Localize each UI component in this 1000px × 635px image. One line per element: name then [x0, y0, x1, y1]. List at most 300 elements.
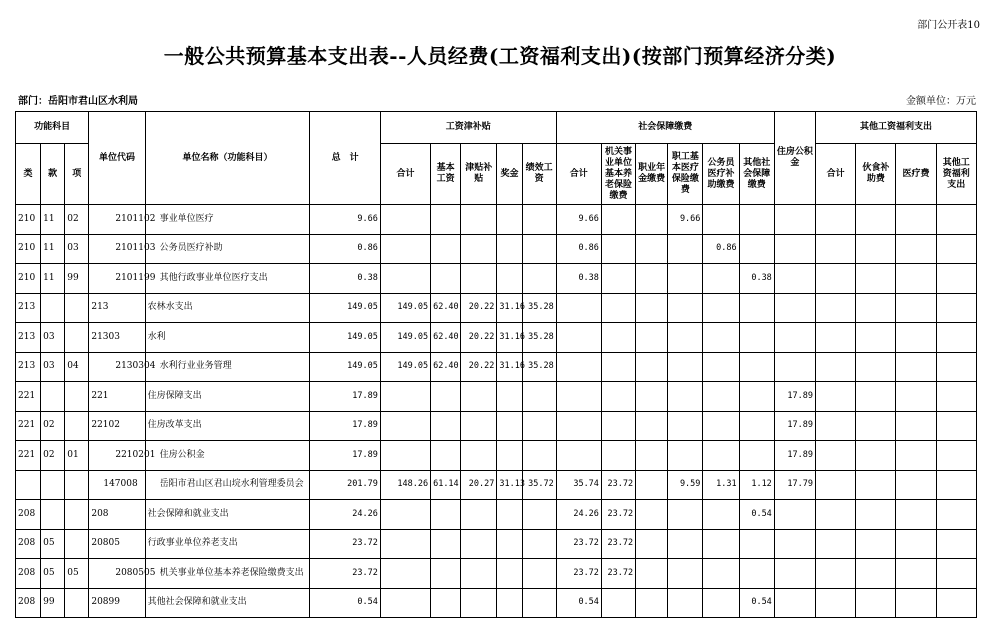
kuan-cell: 05 [41, 529, 65, 559]
unit-name-cell: 水利 [145, 323, 310, 353]
wage-cell [522, 234, 556, 264]
lei-cell: 208 [16, 500, 41, 530]
other-welfare-cell [896, 500, 936, 530]
lei-cell: 210 [16, 205, 41, 235]
wage-cell [522, 500, 556, 530]
civil-servant-medical-subsidy-header: 公务员医疗补助缴费 [703, 144, 739, 205]
wage-cell [522, 264, 556, 294]
table-row [16, 293, 977, 323]
kuan-cell [41, 500, 65, 530]
housing-fund-cell [774, 352, 815, 382]
xiang-cell [65, 293, 89, 323]
social-cell [703, 441, 739, 471]
lei-cell: 208 [16, 529, 41, 559]
social-cell [703, 411, 739, 441]
social-cell [703, 500, 739, 530]
xiang-cell [65, 382, 89, 412]
lei-cell [16, 470, 41, 500]
social-cell: 0.38 [556, 264, 601, 294]
social-cell [739, 382, 774, 412]
social-cell [601, 264, 635, 294]
social-cell [668, 559, 703, 589]
wage-cell [522, 382, 556, 412]
other-welfare-cell [856, 411, 896, 441]
other-welfare-cell [856, 205, 896, 235]
wage-cell [461, 559, 497, 589]
social-cell: 23.72 [556, 559, 601, 589]
allowance-header: 津贴补贴 [461, 144, 497, 205]
wage-cell: 20.27 [461, 470, 497, 500]
wage-cell [380, 264, 430, 294]
unit-code-cell: 21303 [89, 323, 145, 353]
other-welfare-header: 其他工资福利支出 [936, 144, 976, 205]
lei-cell: 213 [16, 323, 41, 353]
kuan-cell: 99 [41, 588, 65, 618]
social-cell: 24.26 [556, 500, 601, 530]
xiang-cell: 04 [65, 352, 89, 382]
xiang-cell [65, 588, 89, 618]
social-cell [556, 352, 601, 382]
social-cell [636, 411, 668, 441]
total-cell: 17.89 [310, 382, 380, 412]
other-welfare-cell [816, 234, 856, 264]
kuan-cell [41, 293, 65, 323]
kuan-cell: 11 [41, 205, 65, 235]
kuan-cell [41, 470, 65, 500]
housing-fund-header: 住房公积金 [774, 112, 815, 205]
kuan-cell: 11 [41, 264, 65, 294]
social-cell [601, 205, 635, 235]
social-cell [636, 234, 668, 264]
social-cell [668, 441, 703, 471]
wage-cell [431, 559, 461, 589]
other-welfare-cell [856, 441, 896, 471]
other-welfare-cell [816, 264, 856, 294]
wage-cell: 62.40 [431, 293, 461, 323]
housing-fund-cell [774, 293, 815, 323]
medical-insurance-header: 职工基本医疗保险缴费 [668, 144, 703, 205]
social-cell: 0.54 [556, 588, 601, 618]
table-row [16, 264, 977, 294]
social-cell: 0.38 [739, 264, 774, 294]
other-welfare-cell [816, 559, 856, 589]
social-cell [739, 441, 774, 471]
lei-cell: 221 [16, 441, 41, 471]
other-welfare-cell [896, 264, 936, 294]
wage-cell: 31.16 [497, 293, 522, 323]
social-total-header: 合计 [556, 144, 601, 205]
unit-code-cell: 20805 [89, 529, 145, 559]
social-cell [636, 559, 668, 589]
wage-cell: 20.22 [461, 293, 497, 323]
social-cell: 9.66 [668, 205, 703, 235]
social-cell [601, 323, 635, 353]
unit-code-cell: 2101103 [89, 234, 145, 264]
social-cell [556, 441, 601, 471]
wage-cell [380, 529, 430, 559]
other-welfare-cell [896, 352, 936, 382]
wage-cell: 35.28 [522, 323, 556, 353]
unit-name-cell: 住房保障支出 [145, 382, 310, 412]
social-cell [556, 293, 601, 323]
xiang-cell [65, 470, 89, 500]
social-cell [703, 559, 739, 589]
social-cell [668, 411, 703, 441]
social-cell [636, 264, 668, 294]
wage-cell [431, 264, 461, 294]
wage-cell [522, 205, 556, 235]
unit-name-cell: 住房公积金 [145, 441, 310, 471]
social-cell: 0.86 [703, 234, 739, 264]
expenditure-table [15, 111, 977, 618]
lei-cell: 213 [16, 293, 41, 323]
unit-name-cell: 事业单位医疗 [145, 205, 310, 235]
unit-name-cell: 水利行业业务管理 [145, 352, 310, 382]
unit-name-cell: 其他社会保障和就业支出 [145, 588, 310, 618]
housing-fund-cell [774, 559, 815, 589]
total-cell: 0.54 [310, 588, 380, 618]
unit-code-cell: 2101102 [89, 205, 145, 235]
social-cell [668, 323, 703, 353]
wage-cell [380, 234, 430, 264]
wage-cell: 148.26 [380, 470, 430, 500]
other-welfare-cell [896, 411, 936, 441]
other-welfare-cell [856, 382, 896, 412]
wage-cell [497, 559, 522, 589]
kuan-cell: 03 [41, 352, 65, 382]
wage-cell [431, 411, 461, 441]
xiang-cell [65, 411, 89, 441]
wage-cell [380, 205, 430, 235]
other-welfare-cell [936, 470, 976, 500]
other-welfare-cell [816, 323, 856, 353]
social-cell [668, 500, 703, 530]
social-cell [601, 352, 635, 382]
social-cell [668, 588, 703, 618]
social-cell [636, 382, 668, 412]
table-row [16, 529, 977, 559]
unit-code-header: 单位代码 [89, 112, 145, 205]
table-row [16, 470, 977, 500]
social-cell [601, 234, 635, 264]
func-subject-header: 功能科目 [16, 112, 89, 144]
wage-cell: 20.22 [461, 352, 497, 382]
wage-total-header: 合计 [380, 144, 430, 205]
kuan-header: 款 [41, 144, 65, 205]
wage-cell [497, 264, 522, 294]
total-cell: 149.05 [310, 293, 380, 323]
wage-cell [461, 500, 497, 530]
other-welfare-cell [936, 411, 976, 441]
unit-name-cell: 社会保障和就业支出 [145, 500, 310, 530]
wage-cell [497, 441, 522, 471]
social-cell: 1.12 [739, 470, 774, 500]
lei-cell: 210 [16, 264, 41, 294]
other-welfare-cell [936, 529, 976, 559]
department-label: 部门：岳阳市君山区水利局 [18, 96, 138, 107]
lei-header: 类 [16, 144, 41, 205]
total-cell: 0.86 [310, 234, 380, 264]
other-welfare-cell [936, 264, 976, 294]
wage-cell [431, 529, 461, 559]
other-welfare-cell [896, 234, 936, 264]
housing-fund-cell [774, 323, 815, 353]
other-welfare-cell [816, 411, 856, 441]
table-row [16, 205, 977, 235]
other-welfare-cell [816, 205, 856, 235]
wage-cell [380, 382, 430, 412]
social-cell: 23.72 [601, 500, 635, 530]
other-welfare-cell [896, 382, 936, 412]
unit-name-cell: 其他行政事业单位医疗支出 [145, 264, 310, 294]
wage-cell [431, 382, 461, 412]
social-cell [668, 234, 703, 264]
pension-insurance-header: 机关事业单位基本养老保险缴费 [601, 144, 635, 205]
other-welfare-cell [856, 588, 896, 618]
social-cell: 9.59 [668, 470, 703, 500]
other-welfare-cell [936, 323, 976, 353]
social-cell [739, 529, 774, 559]
social-group-header: 社会保障缴费 [556, 112, 774, 144]
social-cell: 9.66 [556, 205, 601, 235]
table-row [16, 588, 977, 618]
other-welfare-cell [856, 529, 896, 559]
social-cell [636, 500, 668, 530]
total-cell: 0.38 [310, 264, 380, 294]
wage-cell [522, 559, 556, 589]
wage-cell [522, 411, 556, 441]
social-cell [668, 529, 703, 559]
unit-name-cell: 行政事业单位养老支出 [145, 529, 310, 559]
wage-cell [461, 411, 497, 441]
other-welfare-cell [896, 470, 936, 500]
social-cell [636, 529, 668, 559]
social-cell [703, 293, 739, 323]
social-cell [703, 323, 739, 353]
total-cell: 9.66 [310, 205, 380, 235]
table-row [16, 382, 977, 412]
xiang-cell [65, 500, 89, 530]
wage-cell [461, 382, 497, 412]
housing-fund-cell: 17.89 [774, 441, 815, 471]
currency-unit-label: 金额单位：万元 [906, 96, 976, 107]
other-welfare-cell [936, 293, 976, 323]
social-cell [703, 588, 739, 618]
unit-code-cell: 22102 [89, 411, 145, 441]
social-cell [739, 234, 774, 264]
social-cell [739, 352, 774, 382]
wage-cell [522, 441, 556, 471]
social-cell: 23.72 [556, 529, 601, 559]
social-cell [636, 588, 668, 618]
lei-cell: 210 [16, 234, 41, 264]
social-cell: 23.72 [601, 470, 635, 500]
other-welfare-cell [816, 441, 856, 471]
wage-cell: 31.13 [497, 470, 522, 500]
xiang-cell: 02 [65, 205, 89, 235]
housing-fund-cell: 17.89 [774, 411, 815, 441]
social-cell: 0.54 [739, 588, 774, 618]
xiang-cell: 01 [65, 441, 89, 471]
meal-subsidy-header: 伙食补助费 [856, 144, 896, 205]
social-cell [601, 441, 635, 471]
other-welfare-cell [856, 559, 896, 589]
other-welfare-cell [816, 382, 856, 412]
social-cell [703, 352, 739, 382]
xiang-cell [65, 323, 89, 353]
housing-fund-cell [774, 529, 815, 559]
other-welfare-cell [856, 293, 896, 323]
wage-cell [380, 500, 430, 530]
wage-cell [522, 588, 556, 618]
social-cell [703, 382, 739, 412]
housing-fund-cell [774, 234, 815, 264]
social-cell [739, 411, 774, 441]
kuan-cell: 11 [41, 234, 65, 264]
medical-fee-header: 医疗费 [896, 144, 936, 205]
other-welfare-cell [896, 323, 936, 353]
social-cell: 0.54 [739, 500, 774, 530]
other-welfare-cell [856, 500, 896, 530]
other-social-security-header: 其他社会保障缴费 [739, 144, 774, 205]
wage-cell [461, 441, 497, 471]
housing-fund-cell [774, 500, 815, 530]
table-row [16, 352, 977, 382]
wage-cell: 31.16 [497, 352, 522, 382]
wage-cell [431, 500, 461, 530]
other-welfare-cell [856, 470, 896, 500]
social-cell [601, 382, 635, 412]
social-cell [601, 411, 635, 441]
wage-cell [497, 500, 522, 530]
unit-code-cell: 2130304 [89, 352, 145, 382]
housing-fund-cell [774, 588, 815, 618]
wage-cell: 31.16 [497, 323, 522, 353]
other-welfare-cell [856, 323, 896, 353]
lei-cell: 208 [16, 559, 41, 589]
wage-cell [431, 588, 461, 618]
other-welfare-cell [896, 293, 936, 323]
table-number-label: 部门公开表10 [917, 20, 980, 31]
social-cell: 0.86 [556, 234, 601, 264]
wage-cell [497, 588, 522, 618]
social-cell [556, 411, 601, 441]
wage-cell [522, 529, 556, 559]
unit-code-cell: 2210201 [89, 441, 145, 471]
unit-code-cell: 2101199 [89, 264, 145, 294]
other-welfare-cell [816, 293, 856, 323]
wage-cell [461, 588, 497, 618]
other-welfare-cell [816, 470, 856, 500]
table-row [16, 234, 977, 264]
social-cell [739, 323, 774, 353]
wage-cell [497, 529, 522, 559]
kuan-cell: 02 [41, 441, 65, 471]
unit-name-cell: 住房改革支出 [145, 411, 310, 441]
other-welfare-cell [896, 588, 936, 618]
social-cell [703, 529, 739, 559]
xiang-header: 项 [65, 144, 89, 205]
other-welfare-cell [816, 500, 856, 530]
wage-cell [497, 234, 522, 264]
other-welfare-cell [936, 205, 976, 235]
housing-fund-cell [774, 264, 815, 294]
wage-cell [461, 264, 497, 294]
social-cell [636, 470, 668, 500]
social-cell [636, 323, 668, 353]
wage-cell [461, 205, 497, 235]
unit-code-cell: 2080505 [89, 559, 145, 589]
social-cell [601, 293, 635, 323]
other-welfare-cell [936, 234, 976, 264]
xiang-cell [65, 529, 89, 559]
wage-cell: 35.28 [522, 352, 556, 382]
social-cell [739, 205, 774, 235]
housing-fund-cell [774, 205, 815, 235]
other-welfare-cell [936, 441, 976, 471]
total-cell: 149.05 [310, 352, 380, 382]
social-cell [556, 323, 601, 353]
unit-code-cell: 208 [89, 500, 145, 530]
wage-cell [380, 411, 430, 441]
unit-name-cell: 农林水支出 [145, 293, 310, 323]
total-cell: 149.05 [310, 323, 380, 353]
other-group-header: 其他工资福利支出 [816, 112, 977, 144]
table-row [16, 441, 977, 471]
social-cell [636, 293, 668, 323]
xiang-cell: 05 [65, 559, 89, 589]
social-cell [703, 205, 739, 235]
wage-cell: 20.22 [461, 323, 497, 353]
other-welfare-cell [896, 205, 936, 235]
wage-cell [497, 382, 522, 412]
wage-cell: 149.05 [380, 323, 430, 353]
total-cell: 23.72 [310, 559, 380, 589]
bonus-header: 奖金 [497, 144, 522, 205]
wage-cell [431, 234, 461, 264]
occupational-annuity-header: 职业年金缴费 [636, 144, 668, 205]
kuan-cell [41, 382, 65, 412]
other-welfare-cell [816, 352, 856, 382]
wage-cell [461, 529, 497, 559]
xiang-cell: 99 [65, 264, 89, 294]
unit-code-cell: 213 [89, 293, 145, 323]
page-title: 一般公共预算基本支出表--人员经费(工资福利支出)(按部门预算经济分类) [163, 44, 837, 68]
unit-name-cell: 机关事业单位基本养老保险缴费支出 [145, 559, 310, 589]
xiang-cell: 03 [65, 234, 89, 264]
social-cell [556, 382, 601, 412]
wage-cell: 62.40 [431, 352, 461, 382]
total-header: 总 计 [310, 112, 380, 205]
lei-cell: 208 [16, 588, 41, 618]
wage-cell [431, 441, 461, 471]
other-total-header: 合计 [816, 144, 856, 205]
unit-code-cell: 20899 [89, 588, 145, 618]
housing-fund-cell: 17.79 [774, 470, 815, 500]
other-welfare-cell [856, 352, 896, 382]
other-welfare-cell [816, 529, 856, 559]
total-cell: 17.89 [310, 411, 380, 441]
social-cell [636, 352, 668, 382]
lei-cell: 213 [16, 352, 41, 382]
unit-name-cell: 岳阳市君山区君山垸水利管理委员会 [145, 470, 310, 500]
total-cell: 201.79 [310, 470, 380, 500]
social-cell [601, 588, 635, 618]
housing-fund-cell: 17.89 [774, 382, 815, 412]
kuan-cell: 02 [41, 411, 65, 441]
wage-cell [380, 559, 430, 589]
social-cell [739, 559, 774, 589]
